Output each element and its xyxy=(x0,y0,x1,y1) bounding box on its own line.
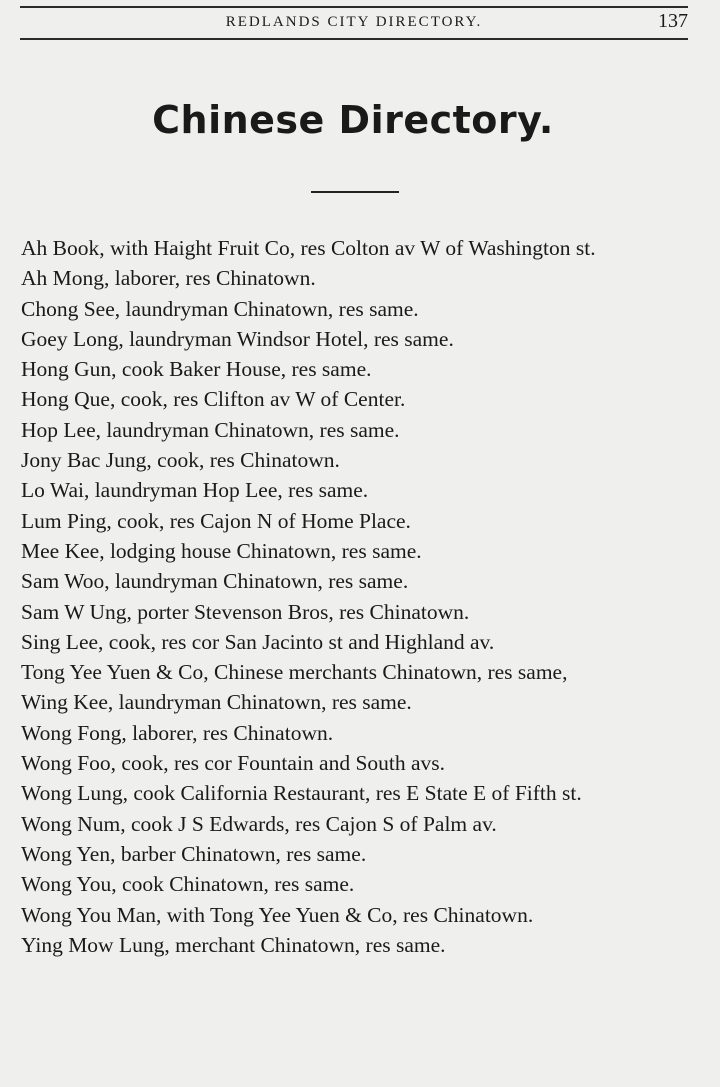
directory-entry: Hong Que, cook, res Clifton av W of Center. xyxy=(21,387,406,412)
directory-entry: Tong Yee Yuen & Co, Chinese merchants Chinatown, res same, xyxy=(21,660,568,685)
directory-entry: Wong Foo, cook, res cor Fountain and South avs. xyxy=(21,751,446,776)
directory-entry: Lo Wai, laundryman Hop Lee, res same. xyxy=(21,478,369,503)
directory-entry: Wong Yen, barber Chinatown, res same. xyxy=(21,841,367,866)
directory-entry: Wing Kee, laundryman Chinatown, res same. xyxy=(21,690,412,715)
directory-entry: Hong Gun, cook Baker House, res same. xyxy=(21,357,372,382)
directory-entry: Sam Woo, laundryman Chinatown, res same. xyxy=(21,569,409,594)
directory-entry: Wong Lung, cook California Restaurant, res E State E of Fifth st. xyxy=(21,781,582,806)
title-rule xyxy=(311,191,399,193)
directory-entry: Mee Kee, lodging house Chinatown, res same. xyxy=(21,538,422,563)
page-title: Chinese Directory. xyxy=(152,98,554,142)
directory-entry: Jony Bac Jung, cook, res Chinatown. xyxy=(21,448,340,473)
page-number: 137 xyxy=(658,10,688,32)
directory-entry: Goey Long, laundryman Windsor Hotel, res same. xyxy=(21,326,454,351)
directory-entry: Hop Lee, laundryman Chinatown, res same. xyxy=(21,417,400,442)
directory-entry: Sing Lee, cook, res cor San Jacinto st and Highland av. xyxy=(21,629,495,654)
directory-entry: Chong See, laundryman Chinatown, res same. xyxy=(21,296,419,321)
directory-entry: Wong You Man, with Tong Yee Yuen & Co, res Chinatown. xyxy=(21,902,534,927)
directory-entries xyxy=(21,233,693,960)
directory-entry: Sam W Ung, porter Stevenson Bros, res Chinatown. xyxy=(21,599,470,624)
directory-entry: Ah Book, with Haight Fruit Co, res Colton av W of Washington st. xyxy=(21,236,596,260)
directory-entry: Ah Mong, laborer, res Chinatown. xyxy=(21,266,316,291)
header-title: REDLANDS CITY DIRECTORY. xyxy=(225,14,483,30)
directory-entry: Wong You, cook Chinatown, res same. xyxy=(21,872,355,897)
directory-entry: Wong Fong, laborer, res Chinatown. xyxy=(21,720,334,745)
directory-entry: Wong Num, cook J S Edwards, res Cajon S of Palm av. xyxy=(21,811,497,836)
running-head xyxy=(20,6,688,40)
directory-entry: Ying Mow Lung, merchant Chinatown, res same. xyxy=(21,932,446,957)
directory-entry: Lum Ping, cook, res Cajon N of Home Place. xyxy=(21,508,411,533)
